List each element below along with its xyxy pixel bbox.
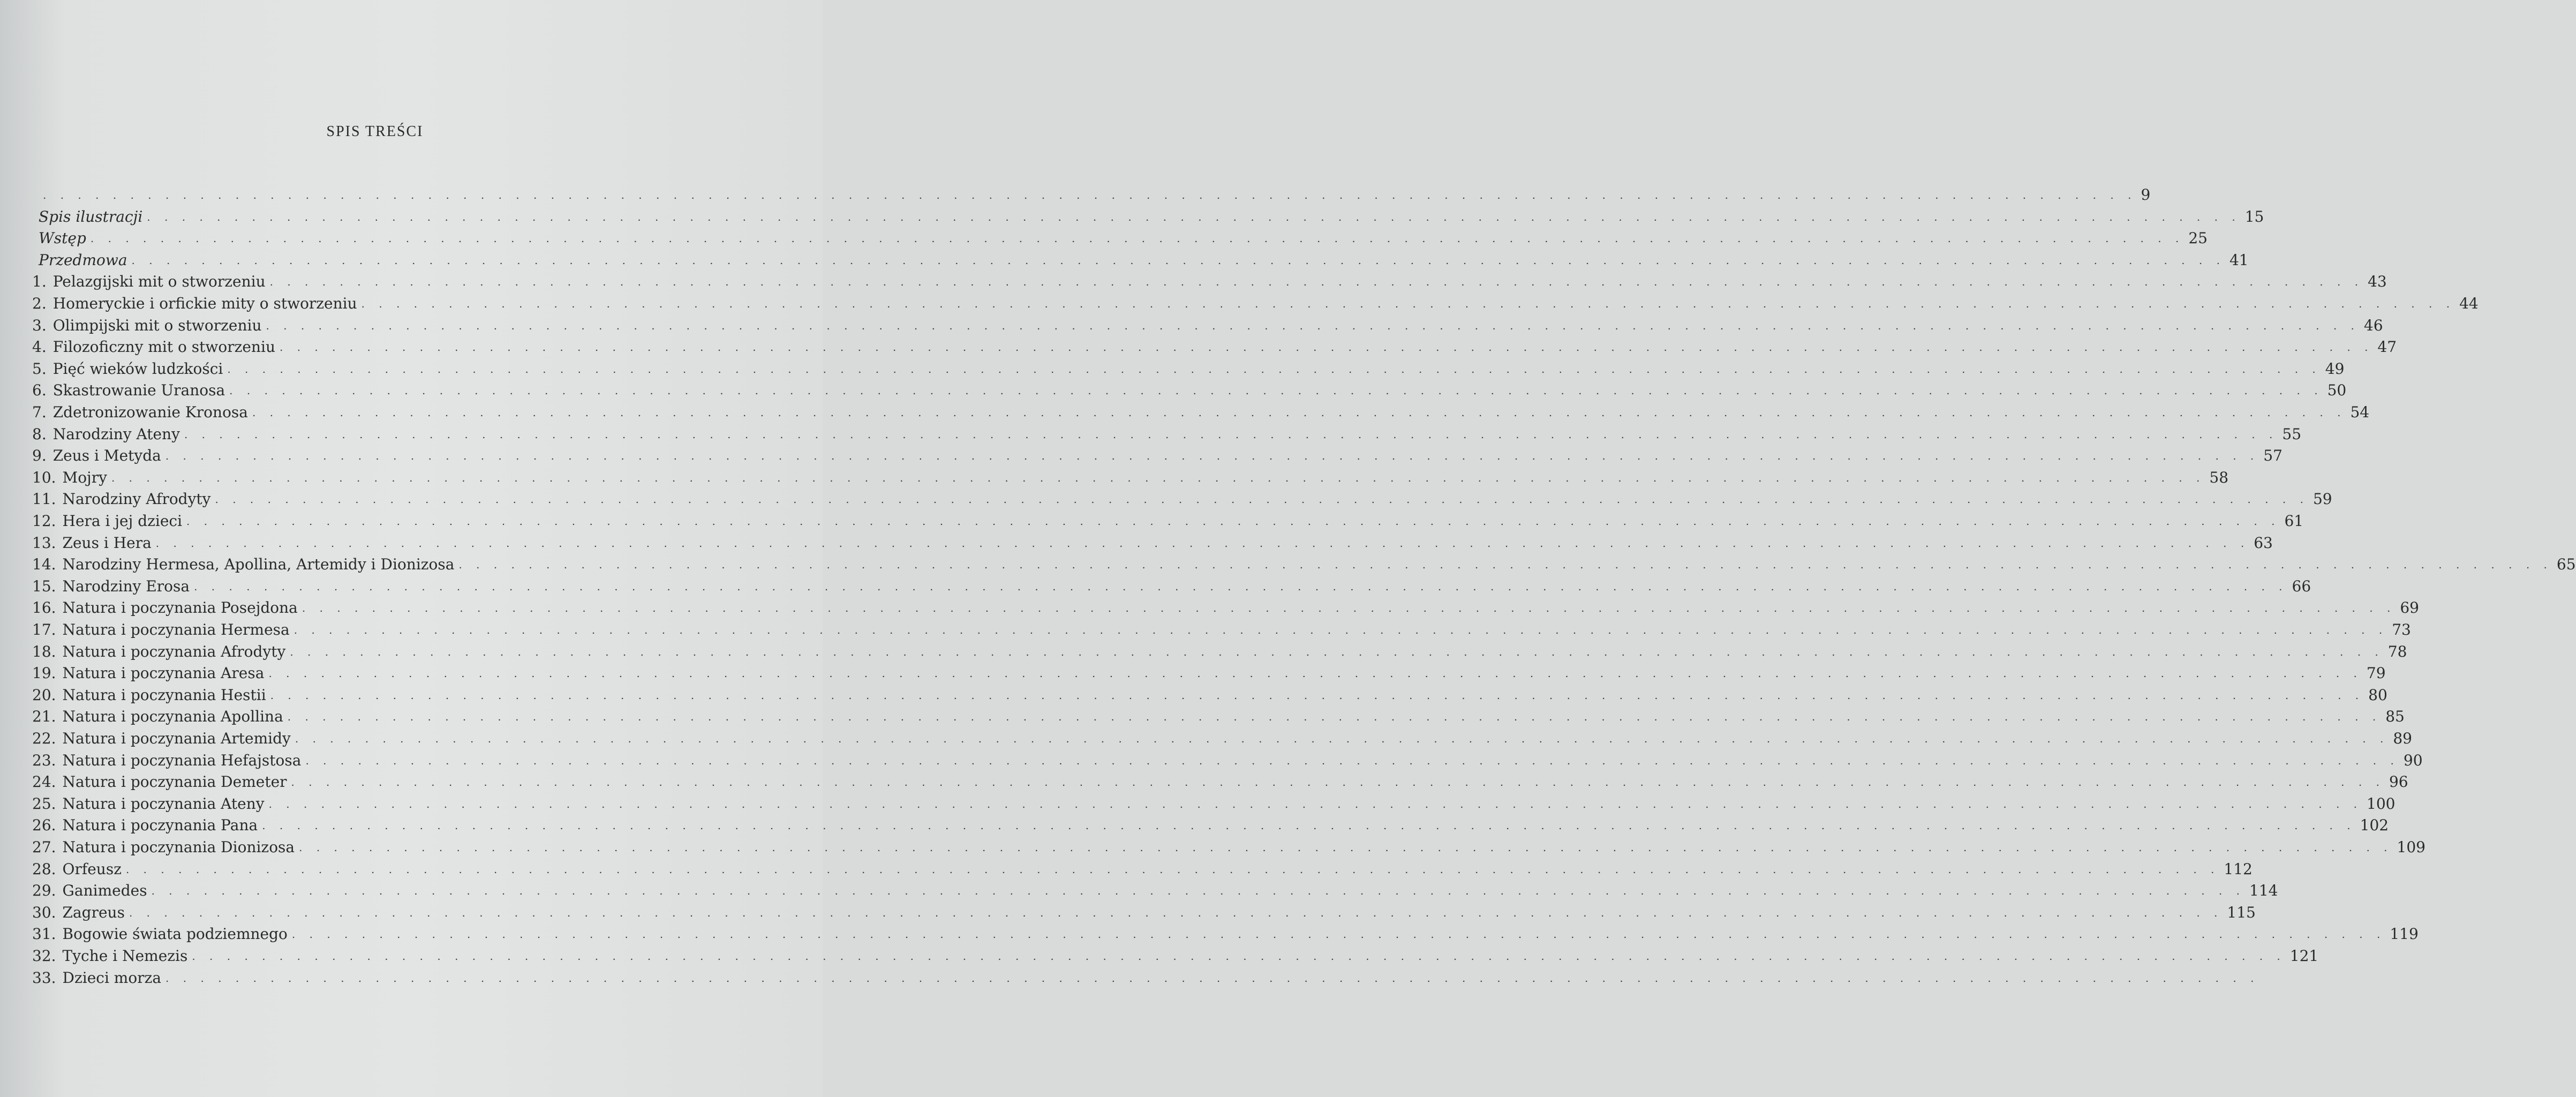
toc-entry: [32, 791, 2396, 813]
toc-entry-page: 66: [2292, 577, 2311, 595]
toc-entry: [32, 921, 2419, 943]
toc-entry-number: 31.: [32, 925, 56, 943]
toc-entry-title: Homeryckie i orfickie mity o stworzeniu: [52, 295, 357, 312]
toc-leader-dots: . . . . . . . . . . . . . . . . . . . . . . . . . . . . . . . . . . . . . . . . . . . . . . . . . . . . . . . . . . . . . . . . . . . . . . . . . . . . . . . . . . . . . . . . . . . . . . . . . . . . . . . . . . . . . . . . . . . . . . . .: [147, 210, 2241, 223]
toc-entry-number: 13.: [32, 534, 56, 552]
toc-entry-title: Natura i poczynania Demeter: [62, 773, 287, 791]
toc-entry-page: 58: [2209, 468, 2229, 486]
toc-entry-title: Dzieci morza: [62, 968, 162, 987]
toc-leader-dots: . . . . . . . . . . . . . . . . . . . . . . . . . . . . . . . . . . . . . . . . . . . . . . . . . . . . . . . . . . . . . . . . . . . . . . . . . . . . . . . . . . . . . . . . . . . . . . . . . . . . . . . . . . . . . . . . . . . . . . . .: [266, 319, 2360, 332]
toc-entry-page: 119: [2390, 925, 2419, 943]
toc-entry: [32, 400, 2370, 421]
toc-leader-dots: . . . . . . . . . . . . . . . . . . . . . . . . . . . . . . . . . . . . . . . . . . . . . . . . . . . . . . . . . . . . . . . . . . . . . . . . . . . . . . . . . . . . . . . . . . . . . . . . . . . . . . . . . . . . . . . . . . . . . . . .: [293, 623, 2388, 636]
toc-leader-dots: . . . . . . . . . . . . . . . . . . . . . . . . . . . . . . . . . . . . . . . . . . . . . . . . . . . . . . . . . . . . . . . . . . . . . . . . . . . . . . . . . . . . . . . . . . . . . . . . . . . . . . . . . . . . . . . . . . . . . . . .: [186, 515, 2280, 528]
toc-entry-number: 12.: [32, 512, 56, 530]
toc-entry-number: 28.: [32, 860, 56, 878]
toc-entry-title: Natura i poczynania Hestii: [62, 686, 266, 704]
toc-entry-title: Hera i jej dzieci: [62, 512, 183, 530]
toc-entry: [32, 247, 2249, 269]
toc-entry-title: Natura i poczynania Apollina: [62, 708, 283, 726]
toc-leader-dots: . . . . . . . . . . . . . . . . . . . . . . . . . . . . . . . . . . . . . . . . . . . . . . . . . . . . . . . . . . . . . . . . . . . . . . . . . . . . . . . . . . . . . . . . . . . . . . . . . . . . . . . . . . . . . . . . . . . . . . . .: [131, 253, 2225, 267]
toc-leader-dots: . . . . . . . . . . . . . . . . . . . . . . . . . . . . . . . . . . . . . . . . . . . . . . . . . . . . . . . . . . . . . . . . . . . . . . . . . . . . . . . . . . . . . . . . . . . . . . . . . . . . . . . . . . . . . . . . . . . . . . . .: [90, 232, 2185, 245]
toc-leader-dots: . . . . . . . . . . . . . . . . . . . . . . . . . . . . . . . . . . . . . . . . . . . . . . . . . . . . . . . . . . . . . . . . . . . . . . . . . . . . . . . . . . . . . . . . . . . . . . . . . . . . . . . . . . . . . . . . . . . . . . . .: [270, 688, 2364, 702]
toc-entry-title: Natura i poczynania Dionizosa: [62, 838, 295, 856]
toc-entry: [32, 639, 2407, 660]
toc-entry-title: Natura i poczynania Afrodyty: [62, 642, 286, 660]
toc-entry-number: 18.: [32, 642, 56, 660]
toc-leader-dots: . . . . . . . . . . . . . . . . . . . . . . . . . . . . . . . . . . . . . . . . . . . . . . . . . . . . . . . . . . . . . . . . . . . . . . . . . . . . . . . . . . . . . . . . . . . . . . . . . . . . . . . . . . . . . . . . . . . . . . . .: [291, 776, 2385, 789]
toc-entry-page: 46: [2363, 316, 2383, 334]
toc-entry-title: Spis ilustracji: [39, 207, 143, 226]
toc-leader-dots: . . . . . . . . . . . . . . . . . . . . . . . . . . . . . . . . . . . . . . . . . . . . . . . . . . . . . . . . . . . . . . . . . . . . . . . . . . . . . . . . . . . . . . . . . . . . . . . . . . . . . . . . . . . . . . . . . . . . . . . .: [279, 341, 2374, 354]
toc-entry-page: 57: [2263, 447, 2283, 465]
toc-leader-dots: . . . . . . . . . . . . . . . . . . . . . . . . . . . . . . . . . . . . . . . . . . . . . . . . . . . . . . . . . . . . . . . . . . . . . . . . . . . . . . . . . . . . . . . . . . . . . . . . . . . . . . . . . . . . . . . . . . . . . . . .: [262, 819, 2356, 832]
toc-entry-page: 89: [2393, 730, 2412, 747]
toc-entry: [32, 226, 2208, 247]
toc-entry-title: Natura i poczynania Hermesa: [62, 621, 290, 638]
toc-entry-title: Bogowie świata podziemnego: [62, 925, 288, 943]
toc-entry-title: Zagreus: [62, 903, 125, 921]
toc-entry-page: 73: [2392, 621, 2411, 638]
toc-entry-number: 3.: [32, 316, 47, 334]
toc-entry-number: 4.: [32, 338, 47, 356]
toc-entry-title: Pięć wieków ludzkości: [52, 359, 223, 378]
toc-entry-title: Olimpijski mit o stworzeniu: [52, 316, 262, 334]
toc-entry: [32, 313, 2383, 334]
toc-leader-dots: . . . . . . . . . . . . . . . . . . . . . . . . . . . . . . . . . . . . . . . . . . . . . . . . . . . . . . . . . . . . . . . . . . . . . . . . . . . . . . . . . . . . . . . . . . . . . . . . . . . . . . . . . . . . . . . . . . . . . . . .: [291, 928, 2386, 941]
toc-entry: [32, 530, 2273, 552]
toc-entry-page: 47: [2377, 338, 2397, 356]
toc-entry: [32, 965, 2259, 987]
toc-entry: [32, 334, 2397, 356]
toc-leader-dots: . . . . . . . . . . . . . . . . . . . . . . . . . . . . . . . . . . . . . . . . . . . . . . . . . . . . . . . . . . . . . . . . . . . . . . . . . . . . . . . . . . . . . . . . . . . . . . . . . . . . . . . . . . . . . . . . . . . . . . . .: [184, 427, 2278, 441]
toc-entry: [32, 856, 2253, 878]
toc-entry: [32, 813, 2389, 835]
toc-entry-page: 112: [2224, 860, 2253, 878]
toc-entry: [32, 552, 2576, 574]
toc-entry-page: 61: [2284, 512, 2304, 530]
toc-entry-number: 1.: [32, 273, 47, 291]
toc-entry-page: 114: [2249, 882, 2278, 900]
toc-entry-number: 5.: [32, 359, 47, 378]
toc-entry: [32, 269, 2387, 291]
toc-entry-number: 26.: [32, 816, 56, 835]
toc-entry: [32, 595, 2419, 617]
toc-leader-dots: . . . . . . . . . . . . . . . . . . . . . . . . . . . . . . . . . . . . . . . . . . . . . . . . . . . . . . . . . . . . . . . . . . . . . . . . . . . . . . . . . . . . . . . . . . . . . . . . . . . . . . . . . . . . . . . . . . . . . . . .: [287, 710, 2382, 724]
toc-entry-page: 115: [2227, 903, 2256, 921]
toc-entry: [32, 204, 2264, 226]
toc-entry-number: 7.: [32, 403, 47, 421]
toc-leader-dots: . . . . . . . . . . . . . . . . . . . . . . . . . . . . . . . . . . . . . . . . . . . . . . . . . . . . . . . . . . . . . . . . . . . . . . . . . . . . . . . . . . . . . . . . . . . . . . . . . . . . . . . . . . . . . . . . . . . . . . . .: [192, 950, 2286, 963]
toc-entry-title: Natura i poczynania Hefajstosa: [62, 751, 302, 769]
toc-entry-page: 49: [2325, 359, 2345, 378]
toc-leader-dots: . . . . . . . . . . . . . . . . . . . . . . . . . . . . . . . . . . . . . . . . . . . . . . . . . . . . . . . . . . . . . . . . . . . . . . . . . . . . . . . . . . . . . . . . . . . . . . . . . . . . . . . . . . . . . . . . . . . . . . . .: [43, 189, 2137, 201]
toc-leader-dots: . . . . . . . . . . . . . . . . . . . . . . . . . . . . . . . . . . . . . . . . . . . . . . . . . . . . . . . . . . . . . . . . . . . . . . . . . . . . . . . . . . . . . . . . . . . . . . . . . . . . . . . . . . . . . . . . . . . . . . . .: [268, 797, 2363, 810]
toc-entry-number: 25.: [32, 794, 56, 813]
toc-entry-number: 20.: [32, 686, 56, 704]
toc-entry-page: 102: [2360, 816, 2389, 835]
toc-entry: [32, 900, 2256, 921]
toc-entry-title: Zdetronizowanie Kronosa: [52, 403, 248, 421]
toc-entry-page: 69: [2400, 599, 2419, 617]
toc-leader-dots: . . . . . . . . . . . . . . . . . . . . . . . . . . . . . . . . . . . . . . . . . . . . . . . . . . . . . . . . . . . . . . . . . . . . . . . . . . . . . . . . . . . . . . . . . . . . . . . . . . . . . . . . . . . . . . . . . . . . . . . .: [290, 645, 2384, 658]
toc-entry-number: 2.: [32, 295, 47, 312]
toc-entry-number: 27.: [32, 838, 56, 856]
toc-entry: [32, 465, 2229, 486]
toc-entry-title: Pelazgijski mit o stworzeniu: [52, 273, 266, 291]
toc-leader-dots: . . . . . . . . . . . . . . . . . . . . . . . . . . . . . . . . . . . . . . . . . . . . . . . . . . . . . . . . . . . . . . . . . . . . . . . . . . . . . . . . . . . . . . . . . . . . . . . . . . . . . . . . . . . . . . . . . . . . . . . .: [305, 754, 2399, 767]
toc-entry-number: 33.: [32, 968, 56, 987]
toc-entry: [32, 748, 2423, 769]
toc-entry-page: 96: [2389, 773, 2408, 791]
toc-entry-title: Tyche i Nemezis: [62, 947, 188, 965]
toc-entry: [32, 422, 2302, 443]
toc-leader-dots: . . . . . . . . . . . . . . . . . . . . . . . . . . . . . . . . . . . . . . . . . . . . . . . . . . . . . . . . . . . . . . . . . . . . . . . . . . . . . . . . . . . . . . . . . . . . . . . . . . . . . . . . . . . . . . . . . . . . . . . .: [252, 406, 2346, 419]
toc-entry: [32, 726, 2412, 747]
toc-entry-title: Narodziny Erosa: [62, 577, 190, 595]
toc-entry-title: Przedmowa: [39, 251, 127, 269]
toc-entry: [32, 574, 2311, 595]
toc-entry: [32, 443, 2283, 465]
toc-entry-title: Natura i poczynania Posejdona: [62, 599, 298, 617]
toc-entry-page: 50: [2327, 381, 2347, 400]
toc-entry-number: 16.: [32, 599, 56, 617]
toc-entry-page: 65: [2556, 555, 2576, 574]
toc-entry-title: Mojry: [62, 468, 107, 486]
toc-entry-page: 80: [2368, 686, 2387, 704]
page-title: SPIS TREŚCI: [326, 123, 424, 140]
toc-entry-page: 25: [2188, 229, 2208, 247]
toc-entry-number: 8.: [32, 425, 47, 443]
toc-leader-dots: . . . . . . . . . . . . . . . . . . . . . . . . . . . . . . . . . . . . . . . . . . . . . . . . . . . . . . . . . . . . . . . . . . . . . . . . . . . . . . . . . . . . . . . . . . . . . . . . . . . . . . . . . . . . . . . . . . . . . . . .: [125, 862, 2220, 876]
toc-entry-title: Natura i poczynania Ateny: [62, 794, 265, 813]
toc-leader-dots: . . . . . . . . . . . . . . . . . . . . . . . . . . . . . . . . . . . . . . . . . . . . . . . . . . . . . . . . . . . . . . . . . . . . . . . . . . . . . . . . . . . . . . . . . . . . . . . . . . . . . . . . . . . . . . . . . . . . . . . .: [215, 493, 2309, 506]
toc-entry: [32, 835, 2426, 856]
toc-entry: [32, 378, 2347, 400]
toc-entry-title: Narodziny Afrodyty: [62, 490, 211, 508]
toc-entry: [32, 878, 2278, 900]
toc-entry-number: 10.: [32, 468, 56, 486]
toc-entry-page: 9: [2141, 186, 2151, 204]
toc-leader-dots: . . . . . . . . . . . . . . . . . . . . . . . . . . . . . . . . . . . . . . . . . . . . . . . . . . . . . . . . . . . . . . . . . . . . . . . . . . . . . . . . . . . . . . . . . . . . . . . . . . . . . . . . . . . . . . . . . . . . . . . .: [151, 884, 2246, 898]
toc-entry-title: Orfeusz: [62, 860, 122, 878]
toc-entry-number: 30.: [32, 903, 56, 921]
toc-leader-dots: . . . . . . . . . . . . . . . . . . . . . . . . . . . . . . . . . . . . . . . . . . . . . . . . . . . . . . . . . . . . . . . . . . . . . . . . . . . . . . . . . . . . . . . . . . . . . . . . . . . . . . . . . . . . . . . . . . . . . . . .: [194, 580, 2288, 593]
toc-leader-dots: . . . . . . . . . . . . . . . . . . . . . . . . . . . . . . . . . . . . . . . . . . . . . . . . . . . . . . . . . . . . . . . . . . . . . . . . . . . . . . . . . . . . . . . . . . . . . . . . . . . . . . . . . . . . . . . . . . . . . . . .: [458, 558, 2552, 572]
toc-entry: [32, 291, 2479, 312]
toc-leader-dots: . . . . . . . . . . . . . . . . . . . . . . . . . . . . . . . . . . . . . . . . . . . . . . . . . . . . . . . . . . . . . . . . . . . . . . . . . . . . . . . . . . . . . . . . . . . . . . . . . . . . . . . . . . . . . . . . . . . . . . . .: [111, 471, 2205, 484]
toc-entry-title: Zeus i Hera: [62, 534, 152, 552]
toc-entry: [32, 182, 2151, 204]
toc-entry-number: 9.: [32, 447, 47, 465]
toc-leader-dots: . . . . . . . . . . . . . . . . . . . . . . . . . . . . . . . . . . . . . . . . . . . . . . . . . . . . . . . . . . . . . . . . . . . . . . . . . . . . . . . . . . . . . . . . . . . . . . . . . . . . . . . . . . . . . . . . . . . . . . . .: [129, 906, 2223, 919]
toc-entry-page: 100: [2367, 794, 2396, 813]
toc-entry-page: 78: [2387, 642, 2407, 660]
toc-entry: [32, 704, 2405, 726]
toc-entry-number: 32.: [32, 947, 56, 965]
toc-entry-page: 90: [2403, 751, 2423, 769]
toc-entry-number: 6.: [32, 381, 47, 400]
toc-entry-number: 15.: [32, 577, 56, 595]
toc-entry-title: Skastrowanie Uranosa: [52, 381, 225, 400]
toc-entry: [32, 486, 2332, 508]
toc-entry-title: Ganimedes: [62, 882, 147, 900]
toc-entry: [32, 682, 2387, 704]
toc-entry-number: 17.: [32, 621, 56, 638]
toc-entry-title: Natura i poczynania Pana: [62, 816, 258, 835]
toc-entry-page: 63: [2254, 534, 2273, 552]
toc-entry: [32, 617, 2411, 638]
toc-entry-number: 11.: [32, 490, 56, 508]
toc-leader-dots: . . . . . . . . . . . . . . . . . . . . . . . . . . . . . . . . . . . . . . . . . . . . . . . . . . . . . . . . . . . . . . . . . . . . . . . . . . . . . . . . . . . . . . . . . . . . . . . . . . . . . . . . . . . . . . . . . . . . . . . .: [165, 449, 2259, 463]
toc-leader-dots: . . . . . . . . . . . . . . . . . . . . . . . . . . . . . . . . . . . . . . . . . . . . . . . . . . . . . . . . . . . . . . . . . . . . . . . . . . . . . . . . . . . . . . . . . . . . . . . . . . . . . . . . . . . . . . . . . . . . . . . .: [299, 841, 2393, 854]
toc-leader-dots: . . . . . . . . . . . . . . . . . . . . . . . . . . . . . . . . . . . . . . . . . . . . . . . . . . . . . . . . . . . . . . . . . . . . . . . . . . . . . . . . . . . . . . . . . . . . . . . . . . . . . . . . . . . . . . . . . . . . . . . .: [165, 971, 2259, 985]
toc-leader-dots: . . . . . . . . . . . . . . . . . . . . . . . . . . . . . . . . . . . . . . . . . . . . . . . . . . . . . . . . . . . . . . . . . . . . . . . . . . . . . . . . . . . . . . . . . . . . . . . . . . . . . . . . . . . . . . . . . . . . . . . .: [361, 297, 2456, 310]
toc-entry-title: Filozoficzny mit o stworzeniu: [52, 338, 275, 356]
toc-entry: [32, 356, 2345, 378]
toc-entry-number: 19.: [32, 664, 56, 682]
toc-entry: [32, 943, 2319, 965]
toc-entry-title: Natura i poczynania Aresa: [62, 664, 265, 682]
toc-leader-dots: . . . . . . . . . . . . . . . . . . . . . . . . . . . . . . . . . . . . . . . . . . . . . . . . . . . . . . . . . . . . . . . . . . . . . . . . . . . . . . . . . . . . . . . . . . . . . . . . . . . . . . . . . . . . . . . . . . . . . . . .: [302, 602, 2396, 615]
toc-entry-number: 14.: [32, 555, 56, 574]
toc-entry-number: 22.: [32, 730, 56, 747]
toc-entry-number: 21.: [32, 708, 56, 726]
toc-entry: [32, 508, 2304, 530]
toc-leader-dots: . . . . . . . . . . . . . . . . . . . . . . . . . . . . . . . . . . . . . . . . . . . . . . . . . . . . . . . . . . . . . . . . . . . . . . . . . . . . . . . . . . . . . . . . . . . . . . . . . . . . . . . . . . . . . . . . . . . . . . . .: [295, 732, 2389, 745]
toc-entry-page: 55: [2282, 425, 2302, 443]
toc-entry-page: 79: [2366, 664, 2386, 682]
toc-entry-title: Zeus i Metyda: [52, 447, 161, 465]
toc-entry-page: 85: [2385, 708, 2405, 726]
toc-entry-page: 44: [2459, 295, 2479, 312]
toc-entry-number: 24.: [32, 773, 56, 791]
toc-leader-dots: . . . . . . . . . . . . . . . . . . . . . . . . . . . . . . . . . . . . . . . . . . . . . . . . . . . . . . . . . . . . . . . . . . . . . . . . . . . . . . . . . . . . . . . . . . . . . . . . . . . . . . . . . . . . . . . . . . . . . . . .: [269, 275, 2364, 289]
toc-entry-title: Narodziny Ateny: [52, 425, 180, 443]
toc-entry-page: 41: [2229, 251, 2249, 269]
toc-leader-dots: . . . . . . . . . . . . . . . . . . . . . . . . . . . . . . . . . . . . . . . . . . . . . . . . . . . . . . . . . . . . . . . . . . . . . . . . . . . . . . . . . . . . . . . . . . . . . . . . . . . . . . . . . . . . . . . . . . . . . . . .: [155, 536, 2250, 550]
toc-entry-page: 59: [2313, 490, 2332, 508]
toc-leader-dots: . . . . . . . . . . . . . . . . . . . . . . . . . . . . . . . . . . . . . . . . . . . . . . . . . . . . . . . . . . . . . . . . . . . . . . . . . . . . . . . . . . . . . . . . . . . . . . . . . . . . . . . . . . . . . . . . . . . . . . . .: [229, 384, 2323, 397]
toc-entry-page: 109: [2397, 838, 2426, 856]
toc-entry-title: Natura i poczynania Artemidy: [62, 730, 291, 747]
toc-entry: [32, 769, 2408, 791]
toc-leader-dots: . . . . . . . . . . . . . . . . . . . . . . . . . . . . . . . . . . . . . . . . . . . . . . . . . . . . . . . . . . . . . . . . . . . . . . . . . . . . . . . . . . . . . . . . . . . . . . . . . . . . . . . . . . . . . . . . . . . . . . . .: [227, 362, 2321, 375]
toc-entry: [32, 660, 2386, 682]
toc-leader-dots: . . . . . . . . . . . . . . . . . . . . . . . . . . . . . . . . . . . . . . . . . . . . . . . . . . . . . . . . . . . . . . . . . . . . . . . . . . . . . . . . . . . . . . . . . . . . . . . . . . . . . . . . . . . . . . . . . . . . . . . .: [268, 667, 2362, 680]
toc-entry-page: 43: [2368, 273, 2387, 291]
toc-entry-page: 121: [2289, 947, 2319, 965]
toc-entry-number: 29.: [32, 882, 56, 900]
toc-entry-page: 15: [2244, 207, 2264, 226]
toc-entry-number: 23.: [32, 751, 56, 769]
toc-entry-title: Wstęp: [39, 229, 86, 247]
toc-entry-title: Narodziny Hermesa, Apollina, Artemidy i Dionizosa: [62, 555, 455, 574]
toc-entry-page: 54: [2350, 403, 2370, 421]
